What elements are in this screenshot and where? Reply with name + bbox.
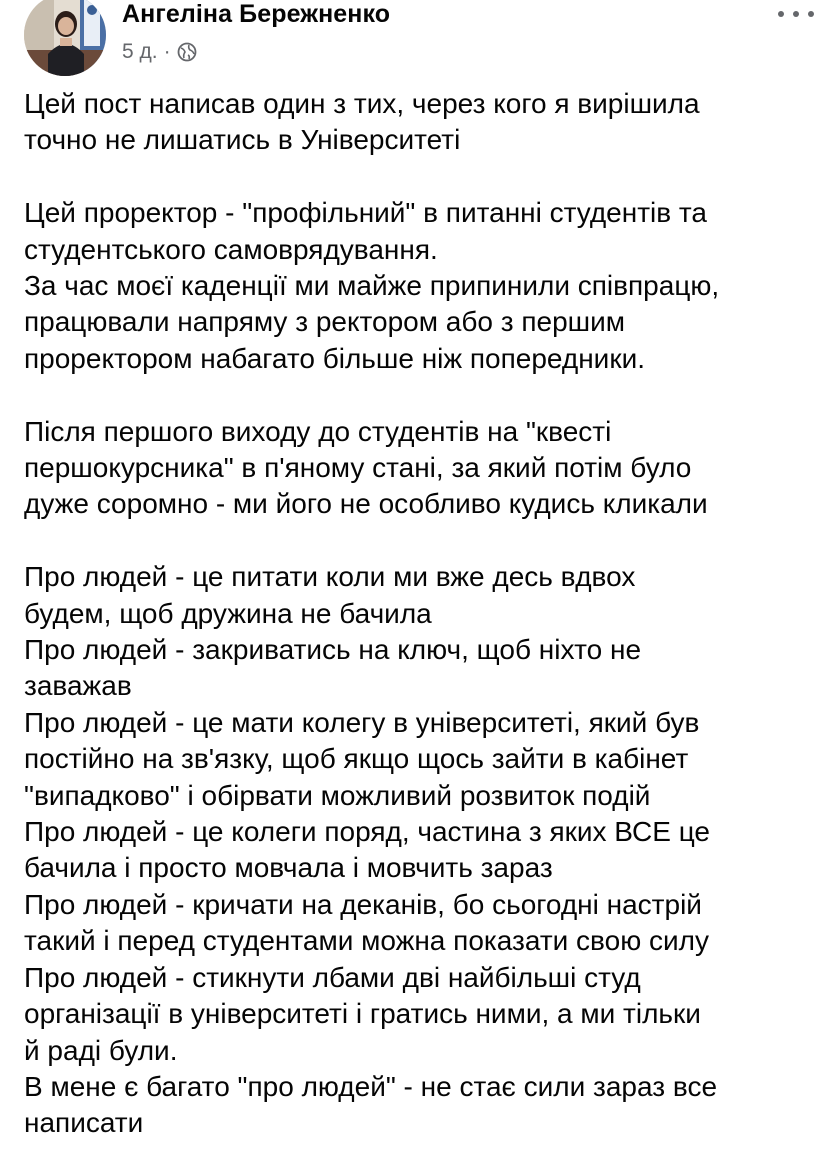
dot-icon: [793, 11, 799, 17]
post-paragraph: Про людей - це питати коли ми вже десь вдвох будем, щоб дружина не бачила Про людей - закриватись на ключ, щоб ніхто не заважав Про людей - це мати колегу в університеті, який був постійно на зв'язку, щоб якщо щось зайти в кабінет "випадково" і обірвати можливий розвиток подій Про людей - це колеги поряд, частина з яких ВСЕ це бачила і просто мовчала і мовчить зараз Про людей - кричати на деканів, бо сьогодні настрій такий і перед студентами можна показати свою силу Про людей - стикнути лбами дві найбільші студ організації в університеті і гратись ними, а ми тільки й раді були. В мене є багато "про людей" - не стає сили зараз все написати: [24, 561, 718, 1139]
post-header: [24, 0, 814, 74]
post-paragraph: Цей проректор - "профільний" в питанні студентів та студентського самоврядування. За час моєї каденції ми майже припинили співпрацю, працювали напряму з ректором або з першим проректором набагато більше ніж попередники.: [24, 197, 720, 374]
avatar-photo: [24, 0, 106, 76]
more-options-icon[interactable]: [778, 4, 814, 24]
post-timestamp[interactable]: 5 д.: [122, 40, 158, 63]
author-name[interactable]: Ангеліна Бережненко: [122, 0, 391, 28]
post-meta: [122, 39, 197, 65]
post-paragraph: Цей пост написав один з тих, через кого я вирішила точно не лишатись в Університеті: [24, 88, 700, 156]
avatar[interactable]: [24, 0, 106, 76]
dot-icon: [778, 11, 784, 17]
globe-icon[interactable]: [177, 42, 197, 62]
dot-icon: [808, 11, 814, 17]
meta-separator: ·: [163, 40, 171, 63]
post-text: [24, 86, 814, 1142]
post-paragraph: Після першого виходу до студентів на "квесті першокурсника" в п'яному стані, за який потім було дуже соромно - ми його не особливо кудись кликали: [24, 415, 708, 520]
